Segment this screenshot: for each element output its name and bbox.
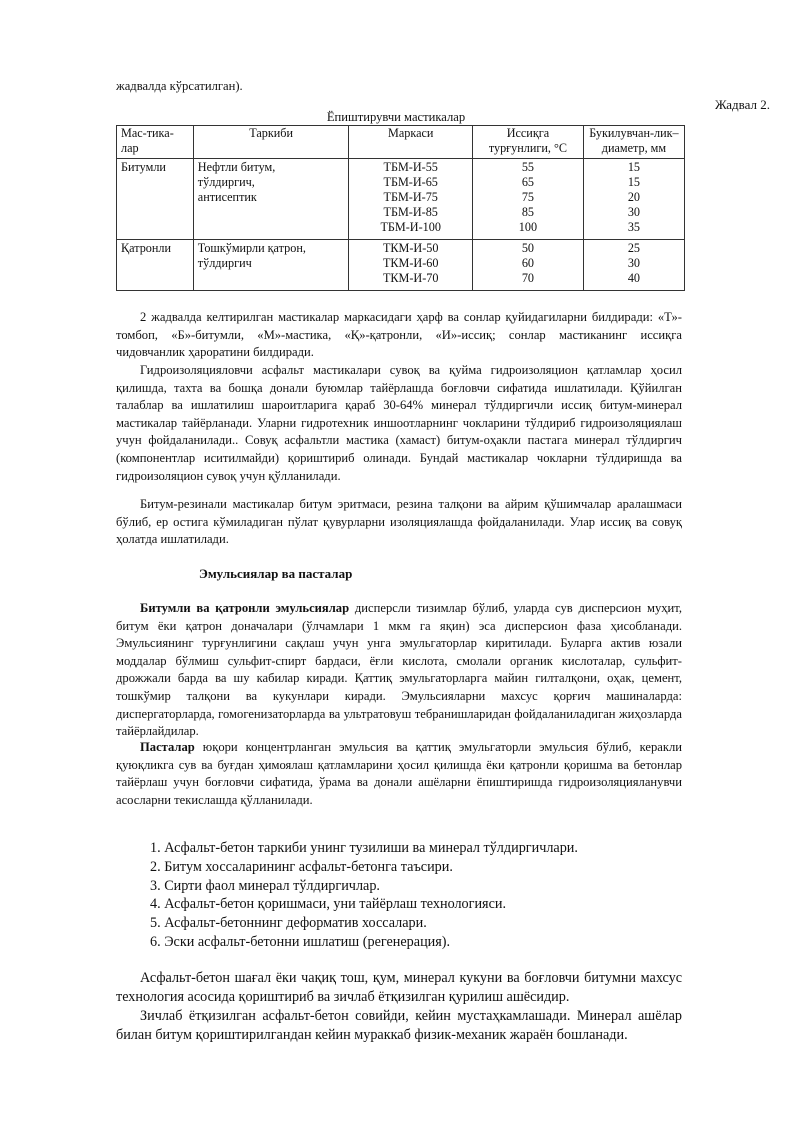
cell-composition: Тошкўмирли қатрон, тўлдиргич <box>193 240 349 291</box>
paragraph-bitumen-rubber: Битум-резинали мастикалар битум эритмаси, резина талқони ва айрим қўшимчалар аралашмаси бўлиб, ер остига кўмиладиган пўлат қувурларни изоляциялашда фойдаланилади. Улар иссиқ ва совуқ ҳолатда ишлатилади. <box>116 497 682 547</box>
term-pastes: Пасталар <box>140 740 195 754</box>
term-emulsions: Битумли ва қатронли эмульсиялар <box>140 601 350 615</box>
list-item: 3. Сирти фаол минерал тўлдиргичлар. <box>150 877 380 894</box>
table-caption: Ёпиштирувчи мастикалар <box>326 110 466 124</box>
header-mark: Маркаси <box>349 126 473 159</box>
cell-diameter: 15 15 20 30 35 <box>583 159 684 240</box>
table-label: Жадвал 2. <box>714 97 770 112</box>
cell-composition: Нефтли битум, тўлдиргич, антисептик <box>193 159 349 240</box>
list-item: 4. Асфальт-бетон қоришмаси, уни тайёрлаш технологияси. <box>150 896 507 913</box>
header-composition: Таркиби <box>193 126 349 159</box>
cell-diameter: 25 30 40 <box>583 240 684 291</box>
header-type: Мас-тика- лар <box>117 126 194 159</box>
table-row <box>117 240 685 291</box>
header-heat: Иссиқга турғунлиги, °С <box>473 126 584 159</box>
cell-heat: 55 65 75 85 100 <box>473 159 584 240</box>
list-item: 5. Асфальт-бетоннинг деформатив хоссалари. <box>150 915 427 932</box>
paragraph-pastes <box>116 739 682 809</box>
section-heading: Эмульсиялар ва пасталар <box>199 566 353 581</box>
list-item: 1. Асфальт-бетон таркиби унинг тузилиши ва минерал тўлдиргичлари. <box>150 840 578 856</box>
header-diameter: Букилувчан-лик– диаметр, мм <box>583 126 684 159</box>
topic-list <box>150 839 578 952</box>
cell-marks: ТКМ-И-50 ТКМ-И-60 ТКМ-И-70 <box>349 240 473 291</box>
intro-text: жадвалда кўрсатилган). <box>116 79 243 93</box>
cell-marks: ТБМ-И-55 ТБМ-И-65 ТБМ-И-75 ТБМ-И-85 ТБМ-И-100 <box>349 159 473 240</box>
table-row <box>117 159 685 240</box>
table-header-row <box>117 126 685 159</box>
cell-type: Қатронли <box>117 240 194 291</box>
paragraph-mark-explanation: 2 жадвалда келтирилган мастикалар маркасидаги ҳарф ва сонлар қуйидагиларни билдиради: «Т»-томбоп, «Б»-битумли, «М»-мастика, «Қ»-қатронли, «И»-иссиқ; сонлар мастиканинг иссиқга чидовчанлик ҳароратини билдиради. <box>116 310 682 360</box>
paragraph-emulsions-text: дисперсли тизимлар бўлиб, уларда сув дисперсион муҳит, битум ёки қатрон доначалари (ўлчамлари 1 мкм га яқин) эса дисперсион фаза ҳисобланади. Эмульсиянинг турғунлигини сақлаш учун унга эмульгаторлар киритилади. Буларга актив юзали моддалар бўлмиш сульфит-спирт бардаси, ёғли кислота, смолали органик кислоталар, сульфит-дрожжали барда ва шу кабилар киради. Қаттиқ эмульгаторларга майин гилталқони, оҳак, цемент, тошкўмир талқони ва кукунлари киради. Эмульсияларни махсус қорғич машиналарда: диспергаторларда, гомогенизаторларда ва ультратовуш тебранишларидан фойдаланиладиган жиҳозларда тайёрлайдилар. <box>116 601 682 739</box>
paragraph-asphalt-compaction: Зичлаб ётқизилган асфальт-бетон совийди, кейин мустаҳкамлашади. Минерал ашёлар билан битум қориштирилгандан кейин мураккаб физик-механик жараён бошланади. <box>116 1008 682 1043</box>
list-item: 6. Эски асфальт-бетонни ишлатиш (регенерация). <box>150 933 451 950</box>
paragraph-pastes-text: юқори концентрланган эмульсия ва қаттиқ эмульгаторли эмульсия бўлиб, керакли қуюқликга сув ва буғдан ҳимоялаш қатламларини ҳосил қилишда ёки қатронли қоришма ва бетонлар тайёрлаш учун боғловчи сифатида, ўрама ва донали ашёларни ёпиштиришда гидроизоляцияланувчи асосларни текислашда қўлланилади. <box>116 740 682 807</box>
cell-type: Битумли <box>117 159 194 240</box>
cell-heat: 50 60 70 <box>473 240 584 291</box>
paragraph-asphalt-mastics: Гидроизоляцияловчи асфальт мастикалари сувоқ ва қуйма гидроизоляцион қатламлар ҳосил қилишда, тахта ва бошқа донали буюмлар тайёрлашда боғловчи сифатида ишлатилади. Қўйилган талаблар ва ишлатилиш шароитларига қараб 30-64% минерал тўлдиргичли иссиқ битум-минерал мастикалар тайёрланади. Уларни гидротехник иншоотларнинг чокларини тўлдириб гидроизоляциялаш учун фойдаланилади.. Совуқ асфальтли мастика (хамаст) битум-оҳакли пастага минерал тўлдиргич (компонентлар иситилмайди) қориштириб олинади. Бундай мастикалар чокларни тўлдиришда ва гидроизоляцион сувоқ учун қўлланилади. <box>116 363 682 483</box>
paragraph-emulsions <box>116 600 682 741</box>
list-item: 2. Битум хоссаларининг асфальт-бетонга таъсири. <box>150 858 453 875</box>
mastics-table <box>116 125 685 291</box>
paragraph-asphalt-definition: Асфальт-бетон шағал ёки чақиқ тош, қум, минерал кукуни ва боғловчи битумни махсус технология асосида қориштириб ва зичлаб ётқизилган қурилиш ашёсидир. <box>116 970 682 1005</box>
